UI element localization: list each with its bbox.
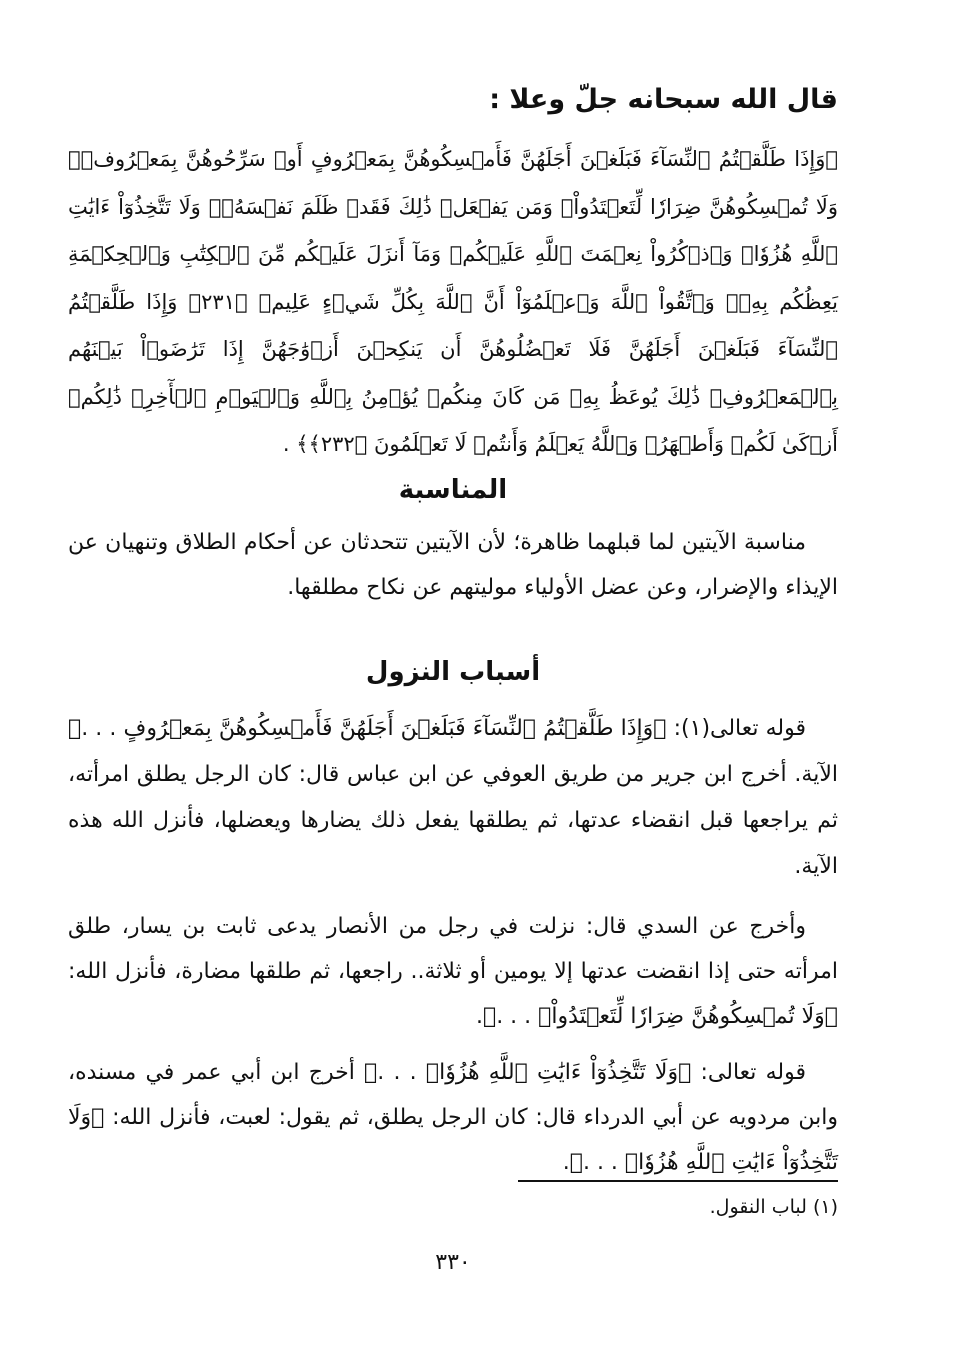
footnote-divider <box>518 1180 838 1182</box>
section-title-munasaba: المناسبة <box>398 475 508 505</box>
quran-passage: ﴿وَإِذَا طَلَّقۡتُمُ ٱلنِّسَآءَ فَبَلَغۡنَ أَجَلَهُنَّ فَأَمۡسِكُوهُنَّ بِمَعۡرُوفٍ أَوۡ سَرِّحُوهُنَّ بِمَعۡرُوفٖۚ وَلَا تُمۡسِكُوهُنَّ ضِرَارٗا لِّتَعۡتَدُواْۚ وَمَن يَفۡعَلۡ ذَٰلِكَ فَقَدۡ ظَلَمَ نَفۡسَهُۥۚ وَلَا تَتَّخِذُوٓاْ ءَايَٰتِ ٱللَّهِ هُزُوٗاۚ وَٱذۡكُرُواْ نِعۡمَتَ ٱللَّهِ عَلَيۡكُمۡ وَمَآ أَنزَلَ عَلَيۡكُم مِّنَ ٱلۡكِتَٰبِ وَٱلۡحِكۡمَةِ يَعِظُكُم بِهِۦۚ وَٱتَّقُواْ ٱللَّهَ وَٱعۡلَمُوٓاْ أَنَّ ٱللَّهَ بِكُلِّ شَيۡءٍ عَلِيمٞ ﴿٢٣١﴾ وَإِذَا طَلَّقۡتُمُ ٱلنِّسَآءَ فَبَلَغۡنَ أَجَلَهُنَّ فَلَا تَعۡضُلُوهُنَّ أَن يَنكِحۡنَ أَزۡوَٰجَهُنَّ إِذَا تَرَٰضَوۡاْ بَيۡنَهُم بِٱلۡمَعۡرُوفِۗ ذَٰلِكَ يُوعَظُ بِهِۦ مَن كَانَ مِنكُمۡ يُؤۡمِنُ بِٱللَّهِ وَٱلۡيَوۡمِ ٱلۡأٓخِرِۗ ذَٰلِكُمۡ أَزۡكَىٰ لَكُمۡ وَأَطۡهَرُۚ وَٱللَّهُ يَعۡلَمُ وَأَنتُمۡ لَا تَعۡلَمُونَ ﴿٢٣٢﴾﴾ . <box>68 147 839 456</box>
footnote: (١) لباب النقول. <box>709 1196 838 1218</box>
munasaba-paragraph: مناسبة الآيتين لما قبلهما ظاهرة؛ لأن الآيتين تتحدثان عن أحكام الطلاق وتنهيان عن الإيذاء والإضرار، وعن عضل الأولياء موليتهم عن نكاح مطلقها. <box>68 530 838 600</box>
page-number: ٣٣٠ <box>435 1250 471 1275</box>
intro-heading: قال الله سبحانه جلّ وعلا : <box>489 84 838 115</box>
section-title-asbab: أسباب النزول <box>365 657 541 687</box>
asbab-paragraph-1: قوله تعالى(١): ﴿وَإِذَا طَلَّقۡتُمُ ٱلنِّسَآءَ فَبَلَغۡنَ أَجَلَهُنَّ فَأَمۡسِكُوهُنَّ بِمَعۡرُوفٍ . . .﴾ الآية. أخرج ابن جرير من طريق العوفي عن ابن عباس قال: كان الرجل يطلق امرأته، ثم يراجعها قبل انقضاء عدتها، ثم يطلقها يفعل ذلك يضارها ويعضلها، فأنزل الله هذه الآية. <box>68 716 838 879</box>
asbab-paragraph-2: وأخرج عن السدي قال: نزلت في رجل من الأنصار يدعى ثابت بن يسار، طلق امرأته حتى إذا انقضت عدتها إلا يومين أو ثلاثة.. راجعها، ثم طلقها مضارة، فأنزل الله: ﴿وَلَا تُمۡسِكُوهُنَّ ضِرَارٗا لِّتَعۡتَدُواْۚ . . .﴾. <box>68 914 838 1029</box>
asbab-paragraph-3: قوله تعالى: ﴿وَلَا تَتَّخِذُوٓاْ ءَايَٰتِ ٱللَّهِ هُزُوٗاۚ . . .﴾ أخرج ابن أبي عمر في مسنده، وابن مردويه عن أبي الدرداء قال: كان الرجل يطلق، ثم يقول: لعبت، فأنزل الله: ﴿وَلَا تَتَّخِذُوٓاْ ءَايَٰتِ ٱللَّهِ هُزُوٗاۚ . . .﴾. <box>68 1060 838 1175</box>
book-page <box>68 72 838 1322</box>
